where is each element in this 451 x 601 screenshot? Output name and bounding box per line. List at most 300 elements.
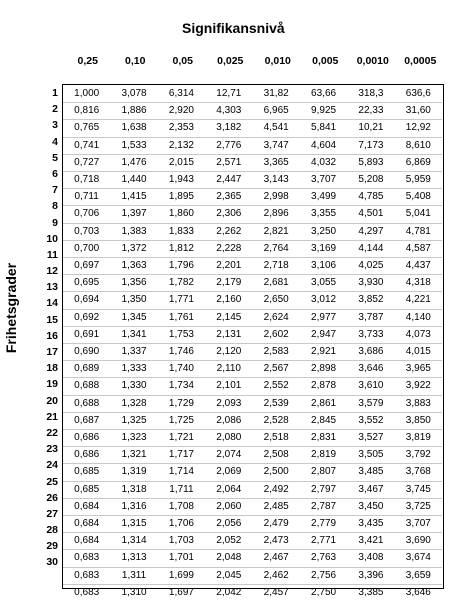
table-cell: 2,132 bbox=[158, 137, 205, 154]
table-cell: 3,250 bbox=[300, 223, 347, 240]
table-cell: 2,807 bbox=[300, 464, 347, 481]
table-cell: 1,711 bbox=[158, 481, 205, 498]
table-cell: 3,747 bbox=[253, 137, 300, 154]
row-header: 22 bbox=[46, 426, 58, 439]
table-cell: 1,319 bbox=[110, 464, 157, 481]
table-cell: 2,093 bbox=[205, 395, 252, 412]
table-cell: 0,727 bbox=[63, 154, 110, 171]
row-axis-label: Frihetsgrader bbox=[3, 262, 19, 354]
value-grid bbox=[62, 84, 444, 598]
row-header: 3 bbox=[52, 119, 58, 132]
table-cell: 2,473 bbox=[253, 533, 300, 550]
table-cell: 4,318 bbox=[395, 275, 442, 292]
row-header: 19 bbox=[46, 378, 58, 391]
table-row bbox=[63, 481, 442, 498]
table-cell: 1,345 bbox=[110, 309, 157, 326]
row-header: 16 bbox=[46, 329, 58, 342]
table-cell: 5,408 bbox=[395, 189, 442, 206]
table-cell: 2,228 bbox=[205, 240, 252, 257]
table-cell: 31,82 bbox=[253, 86, 300, 103]
table-cell: 2,508 bbox=[253, 447, 300, 464]
column-header: 0,10 bbox=[125, 55, 146, 67]
table-cell: 1,729 bbox=[158, 395, 205, 412]
row-header: 25 bbox=[46, 475, 58, 488]
table-cell: 3,745 bbox=[395, 481, 442, 498]
table-cell: 0,688 bbox=[63, 395, 110, 412]
table-cell: 1,323 bbox=[110, 430, 157, 447]
table-cell: 1,315 bbox=[110, 516, 157, 533]
table-cell: 1,316 bbox=[110, 498, 157, 515]
table-cell: 1,415 bbox=[110, 189, 157, 206]
table-cell: 2,763 bbox=[300, 550, 347, 567]
row-header: 9 bbox=[52, 216, 58, 229]
table-cell: 2,056 bbox=[205, 516, 252, 533]
table-cell: 5,893 bbox=[347, 154, 394, 171]
table-cell: 318,3 bbox=[347, 86, 394, 103]
table-cell: 0,741 bbox=[63, 137, 110, 154]
table-cell: 1,771 bbox=[158, 292, 205, 309]
table-cell: 1,372 bbox=[110, 240, 157, 257]
table-cell: 1,330 bbox=[110, 378, 157, 395]
row-header: 2 bbox=[52, 103, 58, 116]
table-cell: 2,845 bbox=[300, 412, 347, 429]
row-headers bbox=[36, 85, 58, 571]
row-header: 20 bbox=[46, 394, 58, 407]
table-cell: 2,447 bbox=[205, 172, 252, 189]
table-row bbox=[63, 326, 442, 343]
table-cell: 2,179 bbox=[205, 275, 252, 292]
column-header: 0,25 bbox=[77, 55, 98, 67]
column-header: 0,025 bbox=[217, 55, 244, 67]
table-cell: 3,733 bbox=[347, 326, 394, 343]
table-cell: 2,921 bbox=[300, 344, 347, 361]
table-cell: 2,896 bbox=[253, 206, 300, 223]
table-row bbox=[63, 533, 442, 550]
table-cell: 3,819 bbox=[395, 430, 442, 447]
table-cell: 2,624 bbox=[253, 309, 300, 326]
table-cell: 6,869 bbox=[395, 154, 442, 171]
table-row bbox=[63, 86, 442, 103]
table-row bbox=[63, 292, 442, 309]
table-cell: 3,365 bbox=[253, 154, 300, 171]
table-cell: 3,787 bbox=[347, 309, 394, 326]
table-cell: 2,485 bbox=[253, 498, 300, 515]
table-cell: 0,703 bbox=[63, 223, 110, 240]
table-cell: 3,467 bbox=[347, 481, 394, 498]
table-cell: 31,60 bbox=[395, 103, 442, 120]
table-cell: 0,816 bbox=[63, 103, 110, 120]
table-cell: 0,691 bbox=[63, 326, 110, 343]
table-row bbox=[63, 240, 442, 257]
table-cell: 1,476 bbox=[110, 154, 157, 171]
column-header: 0,0005 bbox=[404, 55, 437, 67]
table-cell: 4,604 bbox=[300, 137, 347, 154]
values-table bbox=[63, 86, 442, 601]
table-cell: 3,106 bbox=[300, 258, 347, 275]
table-cell: 3,421 bbox=[347, 533, 394, 550]
table-cell: 2,898 bbox=[300, 361, 347, 378]
row-header: 18 bbox=[46, 362, 58, 375]
table-cell: 1,310 bbox=[121, 586, 147, 598]
table-row bbox=[63, 378, 442, 395]
table-cell: 4,785 bbox=[347, 189, 394, 206]
row-header: 4 bbox=[52, 135, 58, 148]
table-cell: 2,086 bbox=[205, 412, 252, 429]
table-cell: 2,602 bbox=[253, 326, 300, 343]
column-header: 0,010 bbox=[264, 55, 291, 67]
table-cell: 1,701 bbox=[158, 550, 205, 567]
table-cell: 3,450 bbox=[347, 498, 394, 515]
table-cell: 2,779 bbox=[300, 516, 347, 533]
table-cell: 1,708 bbox=[158, 498, 205, 515]
table-cell: 1,363 bbox=[110, 258, 157, 275]
table-cell: 1,341 bbox=[110, 326, 157, 343]
table-cell: 1,314 bbox=[110, 533, 157, 550]
table-cell: 2,771 bbox=[300, 533, 347, 550]
table-cell: 3,396 bbox=[347, 567, 394, 584]
table-cell: 1,812 bbox=[158, 240, 205, 257]
table-cell: 2,998 bbox=[253, 189, 300, 206]
table-cell: 2,048 bbox=[205, 550, 252, 567]
table-cell: 2,069 bbox=[205, 464, 252, 481]
table-cell: 3,055 bbox=[300, 275, 347, 292]
table-row bbox=[63, 223, 442, 240]
table-cell: 1,337 bbox=[110, 344, 157, 361]
table-cell: 4,073 bbox=[395, 326, 442, 343]
table-cell: 1,311 bbox=[110, 567, 157, 584]
table-row bbox=[63, 430, 442, 447]
table-cell: 4,297 bbox=[347, 223, 394, 240]
table-cell: 12,92 bbox=[395, 120, 442, 137]
table-cell: 3,965 bbox=[395, 361, 442, 378]
table-cell: 2,764 bbox=[253, 240, 300, 257]
table-cell: 0,689 bbox=[63, 361, 110, 378]
table-cell: 10,21 bbox=[347, 120, 394, 137]
table-cell: 2,750 bbox=[311, 586, 337, 598]
row-header: 10 bbox=[46, 232, 58, 245]
table-row bbox=[63, 137, 442, 154]
row-header: 14 bbox=[46, 297, 58, 310]
table-title: Signifikansnivå bbox=[182, 20, 285, 36]
table-cell: 0,687 bbox=[63, 412, 110, 429]
table-cell: 1,833 bbox=[158, 223, 205, 240]
table-cell: 1,734 bbox=[158, 378, 205, 395]
table-cell: 1,717 bbox=[158, 447, 205, 464]
table-cell: 2,681 bbox=[253, 275, 300, 292]
table-cell: 2,977 bbox=[300, 309, 347, 326]
table-row bbox=[63, 172, 442, 189]
row-header: 8 bbox=[52, 200, 58, 213]
row-header: 15 bbox=[46, 313, 58, 326]
table-cell: 2,462 bbox=[253, 567, 300, 584]
table-cell: 3,408 bbox=[347, 550, 394, 567]
table-cell: 2,080 bbox=[205, 430, 252, 447]
table-cell: 2,145 bbox=[205, 309, 252, 326]
table-cell: 1,350 bbox=[110, 292, 157, 309]
table-row bbox=[63, 464, 442, 481]
table-cell: 1,886 bbox=[110, 103, 157, 120]
table-cell: 2,201 bbox=[205, 258, 252, 275]
table-cell: 1,943 bbox=[158, 172, 205, 189]
row-header: 13 bbox=[46, 281, 58, 294]
table-cell: 5,041 bbox=[395, 206, 442, 223]
table-cell: 2,015 bbox=[158, 154, 205, 171]
table-cell: 2,552 bbox=[253, 378, 300, 395]
table-cell: 3,505 bbox=[347, 447, 394, 464]
table-cell: 0,718 bbox=[63, 172, 110, 189]
table-row bbox=[63, 412, 442, 429]
table-cell: 3,579 bbox=[347, 395, 394, 412]
table-cell: 0,683 bbox=[63, 567, 110, 584]
table-cell: 0,683 bbox=[74, 586, 100, 598]
table-cell: 1,699 bbox=[158, 567, 205, 584]
table-cell: 2,306 bbox=[205, 206, 252, 223]
table-cell: 2,492 bbox=[253, 481, 300, 498]
table-cell: 3,792 bbox=[395, 447, 442, 464]
table-cell: 2,262 bbox=[205, 223, 252, 240]
table-cell: 1,703 bbox=[158, 533, 205, 550]
table-row bbox=[63, 344, 442, 361]
row-header: 23 bbox=[46, 443, 58, 456]
table-cell: 6,314 bbox=[158, 86, 205, 103]
table-cell: 4,221 bbox=[395, 292, 442, 309]
table-cell: 1,725 bbox=[158, 412, 205, 429]
table-cell: 3,646 bbox=[405, 586, 431, 598]
table-cell: 9,925 bbox=[300, 103, 347, 120]
table-cell: 0,686 bbox=[63, 430, 110, 447]
row-header: 30 bbox=[46, 556, 58, 569]
column-header: 0,05 bbox=[172, 55, 193, 67]
table-cell: 1,000 bbox=[63, 86, 110, 103]
table-row bbox=[63, 498, 442, 515]
table-cell: 3,485 bbox=[347, 464, 394, 481]
table-cell: 2,787 bbox=[300, 498, 347, 515]
table-cell: 2,479 bbox=[253, 516, 300, 533]
table-cell: 0,765 bbox=[63, 120, 110, 137]
row-header: 24 bbox=[46, 459, 58, 472]
row-header: 11 bbox=[46, 248, 58, 261]
table-cell: 3,922 bbox=[395, 378, 442, 395]
table-cell: 4,144 bbox=[347, 240, 394, 257]
table-cell: 0,688 bbox=[63, 378, 110, 395]
table-cell: 3,883 bbox=[395, 395, 442, 412]
table-row bbox=[63, 584, 442, 601]
table-cell: 6,965 bbox=[253, 103, 300, 120]
table-cell: 0,692 bbox=[63, 309, 110, 326]
table-cell: 2,583 bbox=[253, 344, 300, 361]
table-cell: 1,533 bbox=[110, 137, 157, 154]
table-cell: 1,753 bbox=[158, 326, 205, 343]
table-cell: 4,587 bbox=[395, 240, 442, 257]
table-cell: 5,841 bbox=[300, 120, 347, 137]
table-row bbox=[63, 206, 442, 223]
row-header: 6 bbox=[52, 167, 58, 180]
table-cell: 4,025 bbox=[347, 258, 394, 275]
table-cell: 1,697 bbox=[168, 586, 194, 598]
table-cell: 3,674 bbox=[395, 550, 442, 567]
column-header: 0,0010 bbox=[356, 55, 389, 67]
table-cell: 2,878 bbox=[300, 378, 347, 395]
table-cell: 4,541 bbox=[253, 120, 300, 137]
table-row bbox=[63, 516, 442, 533]
table-cell: 2,042 bbox=[216, 586, 242, 598]
table-row bbox=[63, 258, 442, 275]
table-cell: 1,706 bbox=[158, 516, 205, 533]
table-cell: 0,684 bbox=[63, 516, 110, 533]
table-cell: 3,355 bbox=[300, 206, 347, 223]
table-cell: 1,440 bbox=[110, 172, 157, 189]
column-header: 0,005 bbox=[312, 55, 339, 67]
table-cell: 4,437 bbox=[395, 258, 442, 275]
table-cell: 2,131 bbox=[205, 326, 252, 343]
table-cell: 3,143 bbox=[253, 172, 300, 189]
table-cell: 1,397 bbox=[110, 206, 157, 223]
table-cell: 4,032 bbox=[300, 154, 347, 171]
table-cell: 3,182 bbox=[205, 120, 252, 137]
table-cell: 4,015 bbox=[395, 344, 442, 361]
table-cell: 2,567 bbox=[253, 361, 300, 378]
table-cell: 2,045 bbox=[205, 567, 252, 584]
table-cell: 0,706 bbox=[63, 206, 110, 223]
table-cell: 8,610 bbox=[395, 137, 442, 154]
table-cell: 2,756 bbox=[300, 567, 347, 584]
table-cell: 1,318 bbox=[110, 481, 157, 498]
table-cell: 2,064 bbox=[205, 481, 252, 498]
row-header: 21 bbox=[46, 410, 58, 423]
column-headers bbox=[64, 55, 444, 71]
row-header: 27 bbox=[46, 507, 58, 520]
table-cell: 3,169 bbox=[300, 240, 347, 257]
table-cell: 2,060 bbox=[205, 498, 252, 515]
table-row bbox=[63, 395, 442, 412]
table-cell: 1,746 bbox=[158, 344, 205, 361]
table-cell: 2,776 bbox=[205, 137, 252, 154]
table-cell: 1,796 bbox=[158, 258, 205, 275]
table-cell: 3,707 bbox=[300, 172, 347, 189]
table-cell: 2,518 bbox=[253, 430, 300, 447]
table-cell: 2,947 bbox=[300, 326, 347, 343]
table-cell: 4,140 bbox=[395, 309, 442, 326]
table-cell: 1,638 bbox=[110, 120, 157, 137]
table-row bbox=[63, 120, 442, 137]
table-cell: 3,930 bbox=[347, 275, 394, 292]
table-cell: 2,074 bbox=[205, 447, 252, 464]
table-row bbox=[63, 309, 442, 326]
table-cell: 1,325 bbox=[110, 412, 157, 429]
table-cell: 3,686 bbox=[347, 344, 394, 361]
row-header: 17 bbox=[46, 346, 58, 358]
table-cell: 3,435 bbox=[347, 516, 394, 533]
table-cell: 0,711 bbox=[63, 189, 110, 206]
table-cell: 5,959 bbox=[395, 172, 442, 189]
table-cell: 1,721 bbox=[158, 430, 205, 447]
table-cell: 636,6 bbox=[395, 86, 442, 103]
table-cell: 7,173 bbox=[347, 137, 394, 154]
table-row bbox=[63, 275, 442, 292]
table-cell: 3,707 bbox=[395, 516, 442, 533]
table-cell: 22,33 bbox=[347, 103, 394, 120]
table-cell: 2,160 bbox=[205, 292, 252, 309]
table-cell: 1,761 bbox=[158, 309, 205, 326]
row-header: 12 bbox=[46, 265, 58, 278]
table-cell: 3,768 bbox=[395, 464, 442, 481]
table-cell: 0,685 bbox=[63, 481, 110, 498]
table-cell: 3,499 bbox=[300, 189, 347, 206]
table-cell: 4,303 bbox=[205, 103, 252, 120]
row-header: 7 bbox=[52, 184, 58, 197]
table-cell: 2,571 bbox=[205, 154, 252, 171]
table-cell: 0,700 bbox=[63, 240, 110, 257]
table-cell: 2,528 bbox=[253, 412, 300, 429]
table-cell: 2,819 bbox=[300, 447, 347, 464]
table-cell: 3,527 bbox=[347, 430, 394, 447]
table-cell: 3,552 bbox=[347, 412, 394, 429]
table-cell: 2,110 bbox=[205, 361, 252, 378]
table-cell: 3,725 bbox=[395, 498, 442, 515]
table-cell: 2,120 bbox=[205, 344, 252, 361]
table-cell: 2,861 bbox=[300, 395, 347, 412]
table-cell: 3,850 bbox=[395, 412, 442, 429]
table-cell: 2,718 bbox=[253, 258, 300, 275]
table-cell: 2,831 bbox=[300, 430, 347, 447]
table-cell: 3,690 bbox=[395, 533, 442, 550]
table-cell: 0,697 bbox=[63, 258, 110, 275]
table-cell: 3,659 bbox=[395, 567, 442, 584]
table-cell: 1,782 bbox=[158, 275, 205, 292]
table-cell: 2,353 bbox=[158, 120, 205, 137]
table-cell: 4,781 bbox=[395, 223, 442, 240]
table-cell: 0,684 bbox=[63, 498, 110, 515]
table-cell: 2,457 bbox=[263, 586, 289, 598]
table-cell: 1,313 bbox=[110, 550, 157, 567]
table-cell: 2,101 bbox=[205, 378, 252, 395]
table-cell: 1,356 bbox=[110, 275, 157, 292]
table-row bbox=[63, 447, 442, 464]
table-cell: 63,66 bbox=[300, 86, 347, 103]
row-header: 26 bbox=[46, 491, 58, 504]
table-row bbox=[63, 103, 442, 120]
table-cell: 3,078 bbox=[110, 86, 157, 103]
table-cell: 2,821 bbox=[253, 223, 300, 240]
table-cell: 1,860 bbox=[158, 206, 205, 223]
table-cell: 1,328 bbox=[110, 395, 157, 412]
table-cell: 3,012 bbox=[300, 292, 347, 309]
table-row bbox=[63, 567, 442, 584]
table-row bbox=[63, 550, 442, 567]
table-cell: 0,684 bbox=[63, 533, 110, 550]
table-cell: 3,610 bbox=[347, 378, 394, 395]
table-row bbox=[63, 361, 442, 378]
table-row bbox=[63, 154, 442, 171]
row-header: 1 bbox=[52, 87, 58, 99]
table-cell: 2,052 bbox=[205, 533, 252, 550]
table-cell: 0,685 bbox=[63, 464, 110, 481]
table-cell: 4,501 bbox=[347, 206, 394, 223]
table-cell: 3,646 bbox=[347, 361, 394, 378]
table-cell: 1,714 bbox=[158, 464, 205, 481]
table-cell: 1,740 bbox=[158, 361, 205, 378]
table-cell: 3,852 bbox=[347, 292, 394, 309]
table-cell: 12,71 bbox=[205, 86, 252, 103]
table-cell: 1,383 bbox=[110, 223, 157, 240]
table-cell: 0,695 bbox=[63, 275, 110, 292]
table-row bbox=[63, 189, 442, 206]
table-cell: 2,365 bbox=[205, 189, 252, 206]
table-cell: 2,539 bbox=[253, 395, 300, 412]
table-cell: 1,895 bbox=[158, 189, 205, 206]
table-cell: 2,500 bbox=[253, 464, 300, 481]
row-header: 5 bbox=[52, 151, 58, 164]
